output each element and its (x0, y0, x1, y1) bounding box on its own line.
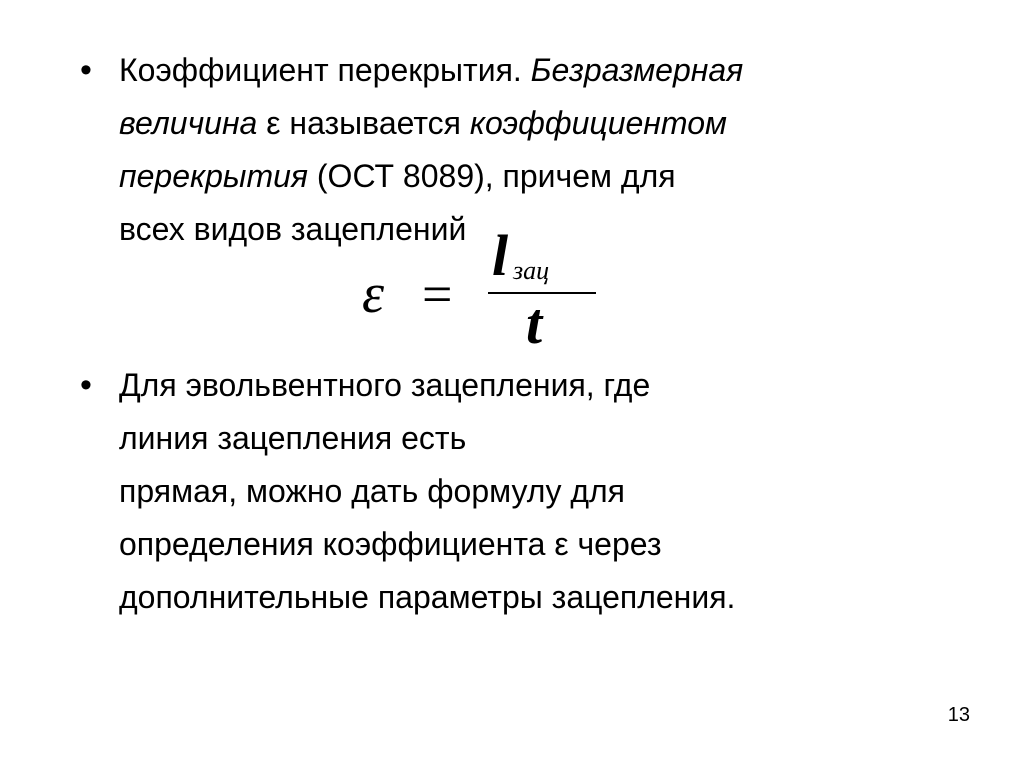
text-line: определения коэффициента ε через (119, 526, 662, 562)
text-line (119, 44, 899, 97)
text-run-italic: перекрытия (119, 158, 308, 194)
formula-numerator-subscript: зац (513, 256, 550, 285)
text-run-italic: Безразмерная (530, 52, 744, 88)
bullet-text (119, 359, 899, 624)
text-run: Коэффициент перекрытия. (119, 52, 531, 88)
formula-lhs: ε (362, 263, 385, 325)
formula-operator: = (422, 264, 453, 324)
bullet-marker: • (80, 51, 92, 89)
text-run-italic: величина (119, 105, 258, 141)
text-run: всех видов зацеплений (119, 211, 467, 247)
text-line: прямая, можно дать формулу для (119, 473, 625, 509)
text-line: линия зацепления есть (119, 420, 467, 456)
text-line: Для эвольвентного зацепления, где (119, 367, 651, 403)
text-line: дополнительные параметры зацепления. (119, 579, 736, 615)
text-run-italic: коэффициентом (469, 105, 727, 141)
text-run: (ОСТ 8089), причем для (308, 158, 676, 194)
bullet-text (119, 44, 899, 256)
overlap-ratio-formula (360, 223, 620, 356)
text-run: ε называется (257, 105, 470, 141)
bullet-marker: • (80, 366, 92, 404)
text-line (119, 97, 899, 150)
formula-numerator: l (492, 223, 509, 288)
page-number: 13 (947, 704, 970, 726)
text-line (119, 150, 899, 203)
formula-denominator: t (526, 291, 543, 356)
